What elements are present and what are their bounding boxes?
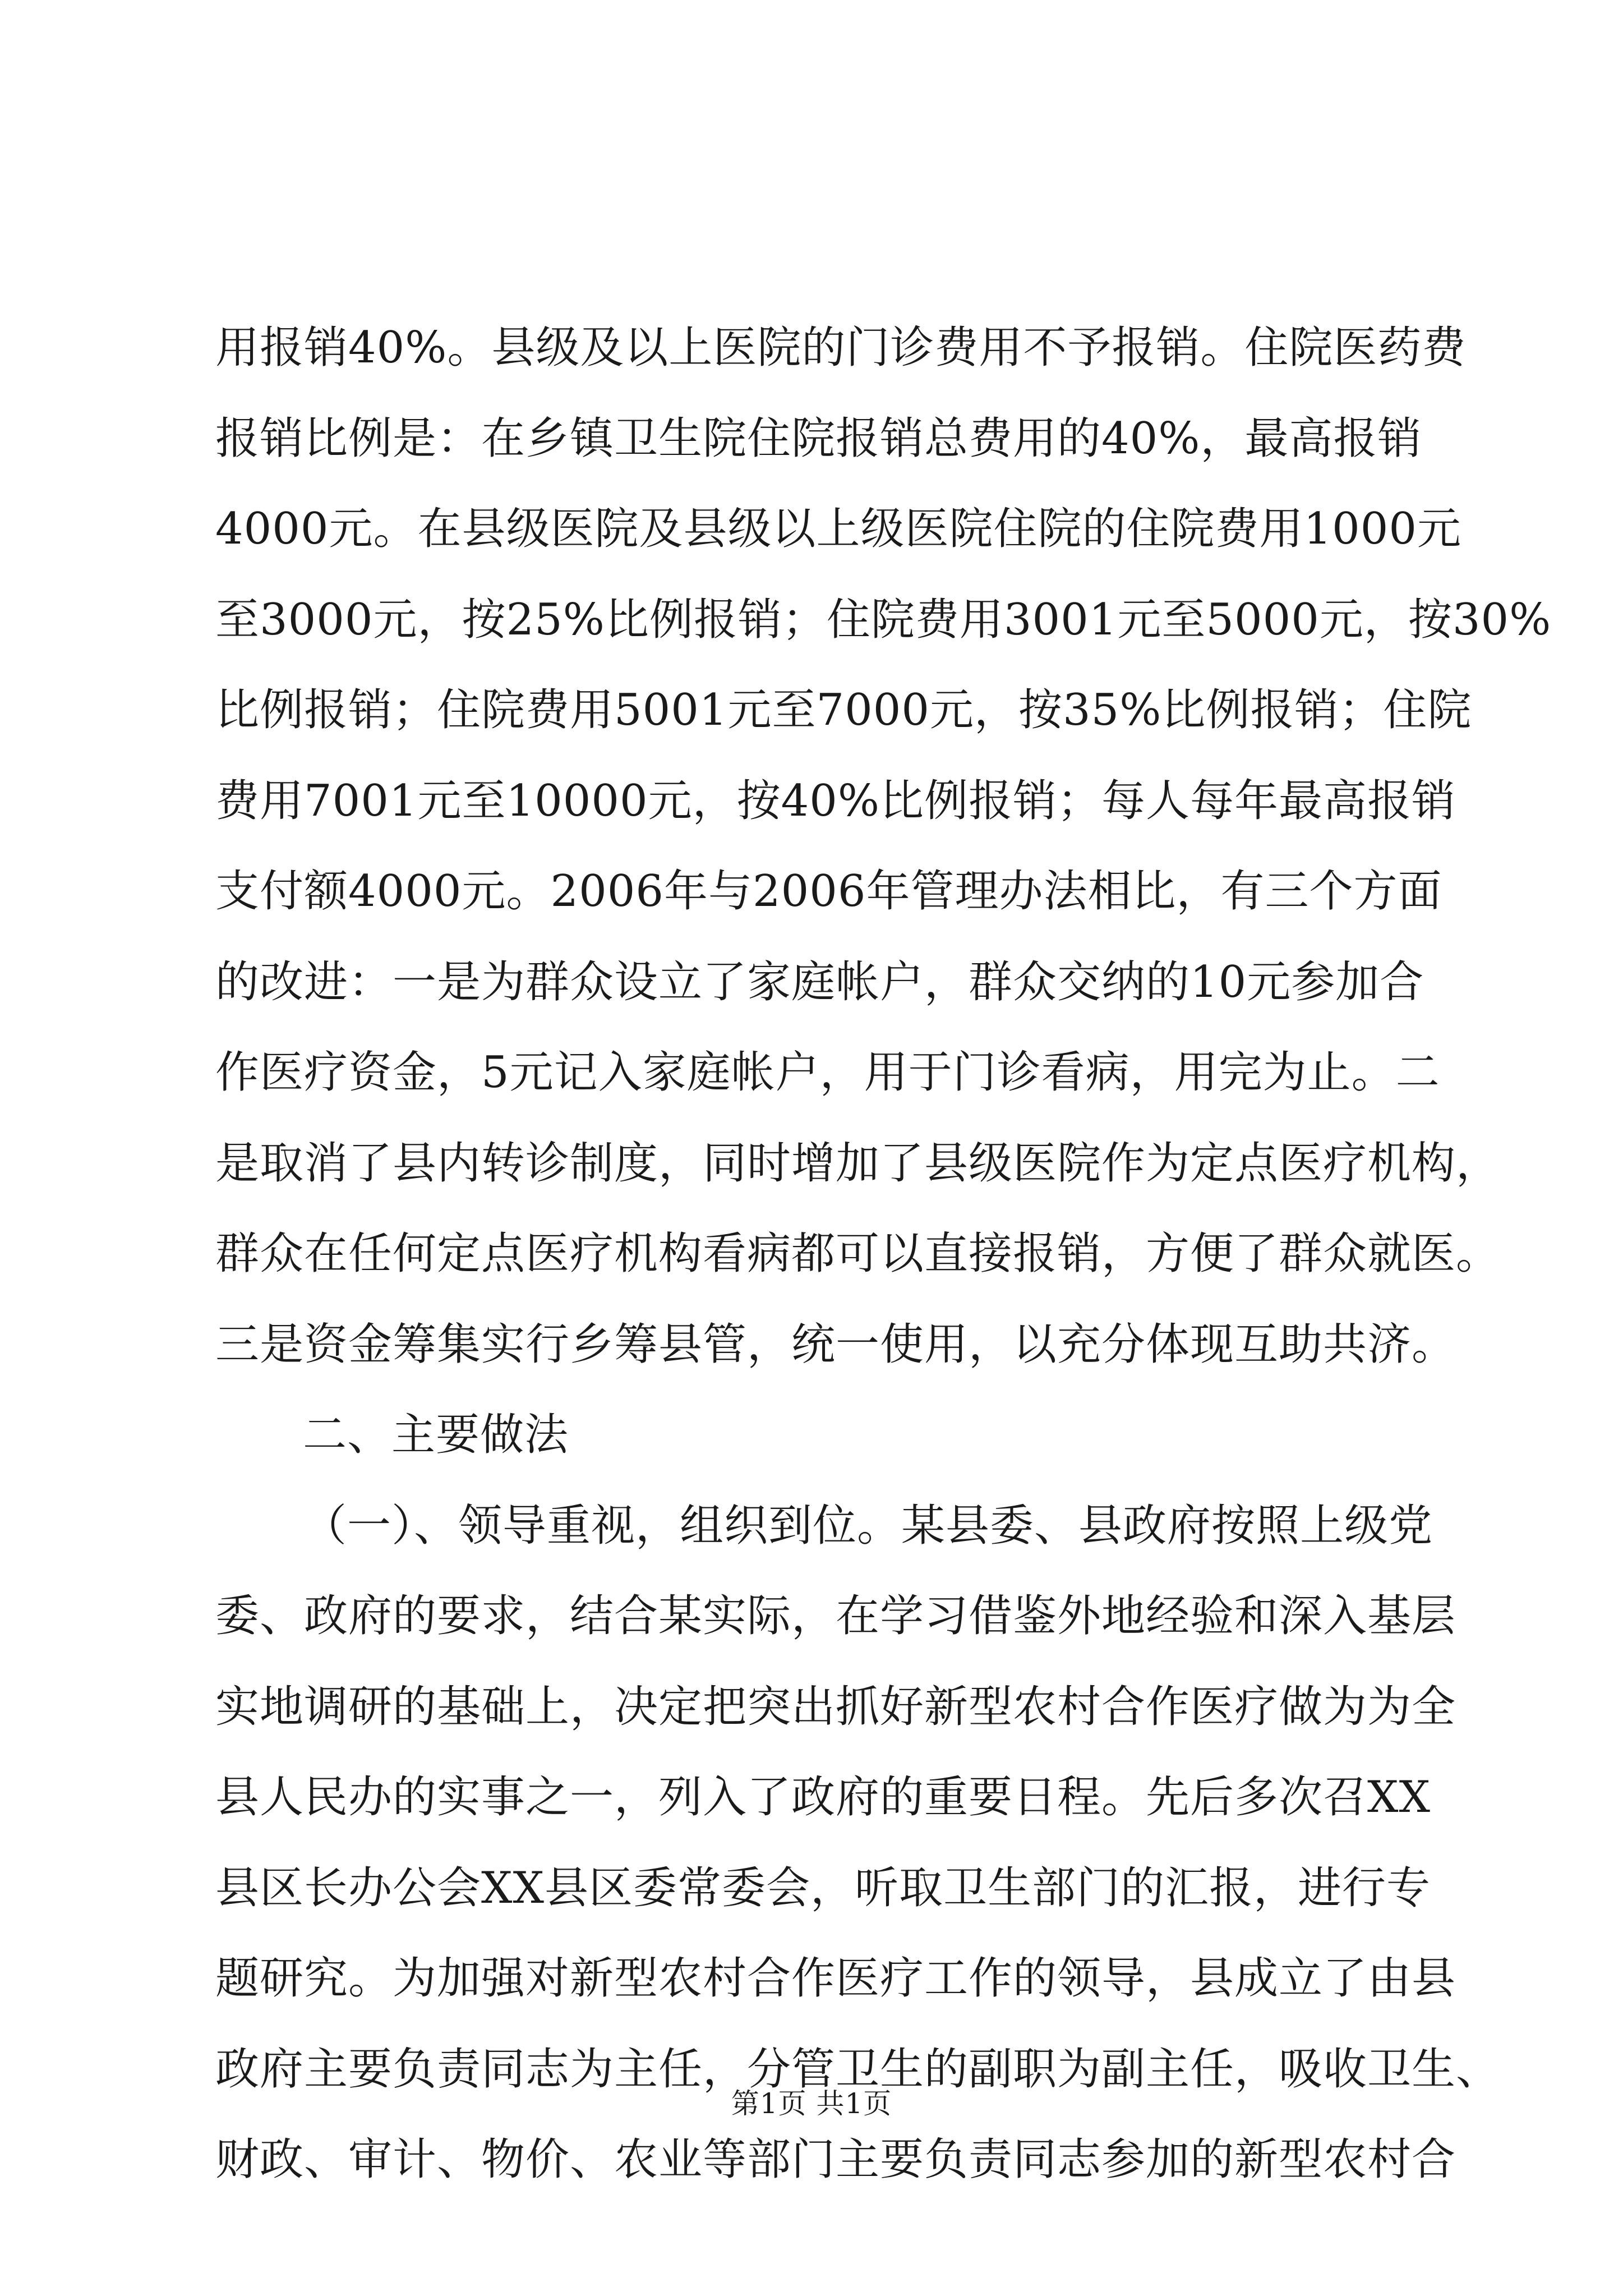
paragraph-line: 财政、审计、物价、农业等部门主要负责同志参加的新型农村合 (215, 2134, 1456, 2185)
paragraph-line: 支付额4000元。2006年与2006年管理办法相比，有三个方面 (215, 866, 1442, 917)
paragraph-line: 4000元。在县级医院及县级以上级医院住院的住院费用1000元 (215, 504, 1462, 554)
paragraph-line: 实地调研的基础上，决定把突出抓好新型农村合作医疗做为为全 (215, 1681, 1456, 1732)
paragraph-line: 的改进：一是为群众设立了家庭帐户，群众交纳的10元参加合 (215, 956, 1424, 1007)
paragraph-line: 县区长办公会XX县区委常委会，听取卫生部门的汇报，进行专 (215, 1862, 1431, 1913)
paragraph-line: 群众在任何定点医疗机构看病都可以直接报销，方便了群众就医。 (215, 1228, 1501, 1279)
paragraph-line: 比例报销；住院费用5001元至7000元，按35%比例报销；住院 (215, 685, 1472, 735)
paragraph-line: 题研究。为加强对新型农村合作医疗工作的领导，县成立了由县 (215, 1953, 1456, 2004)
paragraph-line: 用报销40%。县级及以上医院的门诊费用不予报销。住院医药费 (215, 323, 1467, 373)
paragraph-line: （一）、领导重视，组织到位。某县委、县政府按照上级党 (303, 1500, 1433, 1551)
paragraph-line: 三是资金筹集实行乡筹县管，统一使用，以充分体现互助共济。 (215, 1319, 1456, 1370)
document-body (215, 303, 1552, 2206)
section-heading: 二、主要做法 (303, 1410, 569, 1460)
paragraph-line: 报销比例是：在乡镇卫生院住院报销总费用的40%，最高报销 (215, 413, 1422, 464)
paragraph-line: 费用7001元至10000元，按40%比例报销；每人每年最高报销 (215, 775, 1456, 826)
paragraph-line: 是取消了县内转诊制度，同时增加了县级医院作为定点医疗机构， (215, 1138, 1501, 1189)
paragraph-line: 作医疗资金，5元记入家庭帐户，用于门诊看病，用完为止。二 (215, 1047, 1440, 1098)
page-footer: 第1页 共1页 (731, 2087, 892, 2120)
paragraph-line: 委、政府的要求，结合某实际，在学习借鉴外地经验和深入基层 (215, 1591, 1456, 1641)
paragraph-line: 政府主要负责同志为主任，分管卫生的副职为副主任，吸收卫生、 (215, 2044, 1501, 2095)
paragraph-line: 至3000元，按25%比例报销；住院费用3001元至5000元，按30% (215, 594, 1552, 645)
paragraph-line: 县人民办的实事之一，列入了政府的重要日程。先后多次召XX (215, 1772, 1431, 1823)
